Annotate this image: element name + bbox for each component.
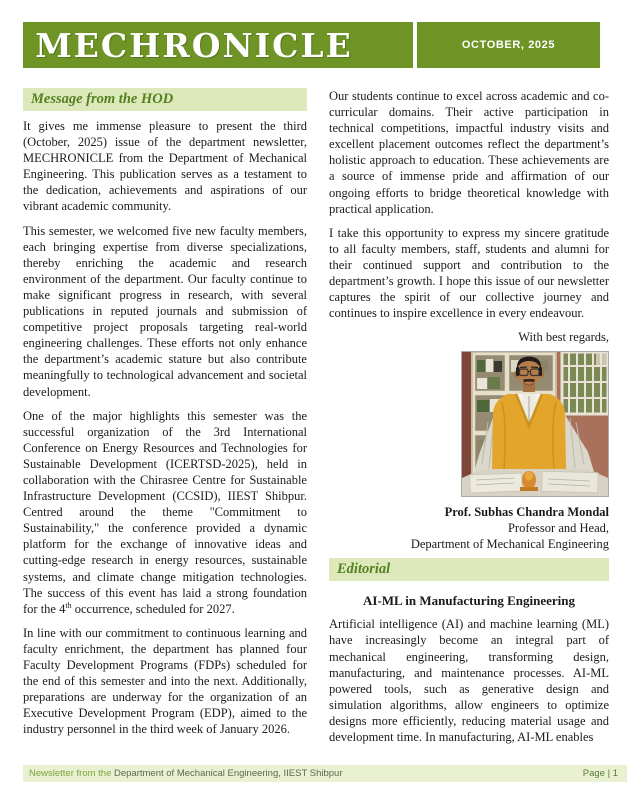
ordinal-superscript: th: [65, 600, 72, 610]
section-header-hod-message: Message from the HOD: [23, 88, 307, 111]
issue-date-box: [417, 22, 600, 68]
right-column: [329, 88, 609, 753]
professor-role: Professor and Head,: [507, 521, 609, 536]
footer-department-label: Department of Mechanical Engineering, IIEST Shibpur: [114, 768, 343, 779]
editorial-paragraph-1: Artificial intelligence (AI) and machine learning (ML) have increasingly become an integral part of mechanical engineering, transforming design, manufacturing, and maintenance processes. AI-ML powered tools, such as generative design and simulation algorithms, allow engineers to optimize designs more efficiently, reducing material usage and development time. In manufacturing, AI-ML enables: [329, 617, 609, 744]
professor-photo: [461, 351, 609, 497]
section-header-editorial: Editorial: [329, 558, 609, 581]
footer-left-text: [29, 768, 342, 779]
hod-paragraph-3-tail: occurrence, scheduled for 2027.: [71, 601, 235, 616]
professor-photo-graphic: [462, 352, 608, 496]
hod-paragraph-5: Our students continue to excel across academic and co-curricular domains. Their active participation in technical competitions, impactful industry visits and excellent placement outcomes reflect the department’s holistic approach to education. These achievements are a source of immense pride and affirmation of our ongoing efforts to bridge theoretical knowledge with practical application.: [329, 89, 609, 216]
page-footer: [23, 765, 627, 782]
photo-caption: [329, 504, 609, 552]
newsletter-title: MECHRONICLE: [35, 25, 353, 65]
hod-paragraph-2: This semester, we welcomed five new faculty members, each bringing expertise from diverse specializations, thereby enriching the academic and research environment of the department. Our faculty continue to make significant progress in research, with several publications in reputed journals and submission of competitive project proposals targeting real-world engineering challenges. These efforts not only enhance the department’s academic stature but also contribute meaningfully to technological advancement and societal development.: [23, 223, 307, 399]
issue-date: OCTOBER, 2025: [461, 39, 556, 51]
hod-paragraph-1: It gives me immense pleasure to present the third (October, 2025) issue of the department newsletter, MECHRONICLE from the Department of Mechanical Engineering. This publication serves as a testament to the dedication, achievements and aspirations of our vibrant academic community.: [23, 119, 307, 214]
hod-paragraph-3: [23, 408, 307, 617]
left-column: [23, 88, 307, 745]
signoff-line: With best regards,: [518, 330, 609, 345]
footer-newsletter-label: Newsletter from the: [29, 768, 114, 779]
professor-department: Department of Mechanical Engineering: [410, 537, 609, 552]
page-number: Page | 1: [582, 768, 618, 779]
hod-paragraph-4: In line with our commitment to continuous learning and faculty enrichment, the department has planned four Faculty Development Programs (FDPs) scheduled for the end of this semester and into the next. Additionally, preparations are underway for the organization of an Executive Development Program (EDP), aimed to the industry personnel in the third week of January 2026.: [23, 625, 307, 737]
editorial-article-title: AI-ML in Manufacturing Engineering: [363, 593, 575, 609]
hod-paragraph-6: I take this opportunity to express my sincere gratitude to all faculty members, staff, students and alumni for their continued support and contribution to the department’s growth. I hope this issue of our newsletter captures the spirit of our collective journey and continues to inspire excellence in every endeavour.: [329, 225, 609, 321]
professor-name: Prof. Subhas Chandra Mondal: [444, 505, 609, 520]
masthead-banner: [23, 22, 413, 68]
hod-paragraph-3-text: One of the major highlights this semester was the successful organization of the 3rd International Conference on Energy Resources and Technologies for Sustainable Development (ICERTSD-2025), held in collaboration with the Chirasree Centre for Sustainable Infrastructure Development (CCSID), IIEST Shibpur. Centred around the theme "Commitment to Sustainability," the conference provided a dynamic platform for the exchange of innovative ideas and cutting-edge research in energy resources, sustainable systems, and climate change mitigation technologies. The success of this event has laid a strong foundation for the 4: [23, 408, 307, 616]
